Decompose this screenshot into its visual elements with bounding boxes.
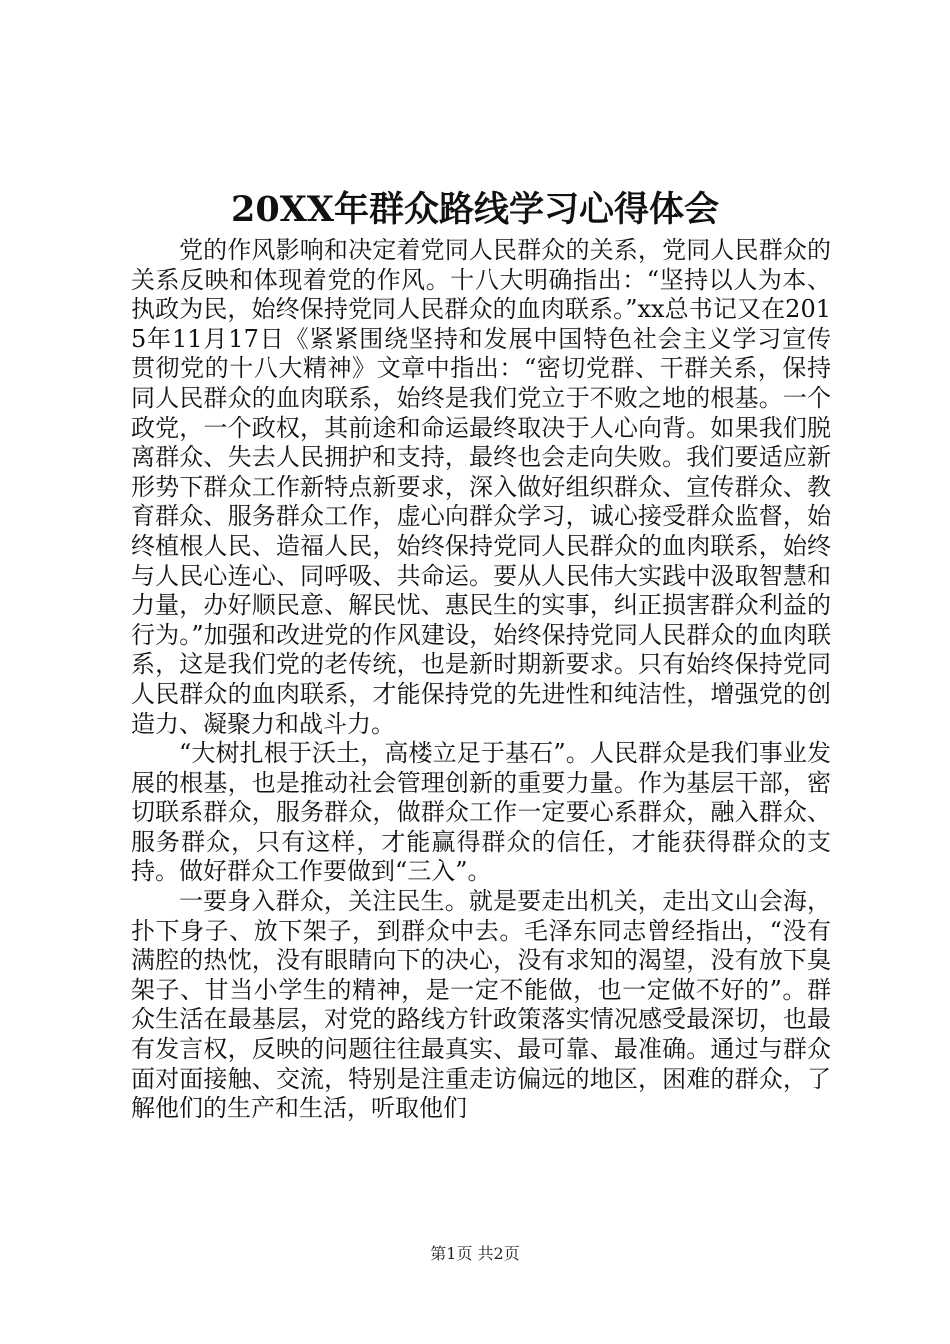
document-title: 20XX年群众路线学习心得体会 (230, 189, 720, 230)
paragraph-3: 一要身入群众，关注民生。就是要走出机关，走出文山会海，扑下身子、放下架子，到群众中去。毛泽东同志曾经指出，“没有满腔的热忱，没有眼睛向下的决心，没有求知的渴望，没有放下臭架子、甘当小学生的精神，是一定不能做，也一定做不好的”。群众生活在最基层，对党的路线方针政策落实情况感受最深切，也最有发言权，反映的问题往往最真实、最可靠、最准确。通过与群众面对面接触、交流，特别是注重走访偏远的地区，困难的群众，了解他们的生产和生活，听取他们 (131, 887, 831, 1123)
paragraph-1: 党的作风影响和决定着党同人民群众的关系，党同人民群众的关系反映和体现着党的作风。十八大明确指出：“坚持以人为本、执政为民，始终保持党同人民群众的血肉联系。”xx总书记又在2015年11月17日《紧紧围绕坚持和发展中国特色社会主义学习宣传贯彻党的十八大精神》文章中指出：“密切党群、干群关系，保持同人民群众的血肉联系，始终是我们党立于不败之地的根基。一个政党，一个政权，其前途和命运最终取决于人心向背。如果我们脱离群众、失去人民拥护和支持，最终也会走向失败。我们要适应新形势下群众工作新特点新要求，深入做好组织群众、宣传群众、教育群众、服务群众工作，虚心向群众学习，诚心接受群众监督，始终植根人民、造福人民，始终保持党同人民群众的血肉联系，始终与人民心连心、同呼吸、共命运。要从人民伟大实践中汲取智慧和力量，办好顺民意、解民忧、惠民生的实事，纠正损害群众利益的行为。”加强和改进党的作风建设，始终保持党同人民群众的血肉联系，这是我们党的老传统，也是新时期新要求。只有始终保持党同人民群众的血肉联系，才能保持党的先进性和纯洁性，增强党的创造力、凝聚力和战斗力。 (131, 236, 831, 738)
page-number-footer: 第1页 共2页 (430, 1244, 520, 1263)
paragraph-2: “大树扎根于沃土，高楼立足于基石”。人民群众是我们事业发展的根基，也是推动社会管理创新的重要力量。作为基层干部，密切联系群众，服务群众，做群众工作一定要心系群众，融入群众、服务群众，只有这样，才能赢得群众的信任，才能获得群众的支持。做好群众工作要做到“三入”。 (131, 739, 831, 886)
document-body (131, 236, 831, 1124)
